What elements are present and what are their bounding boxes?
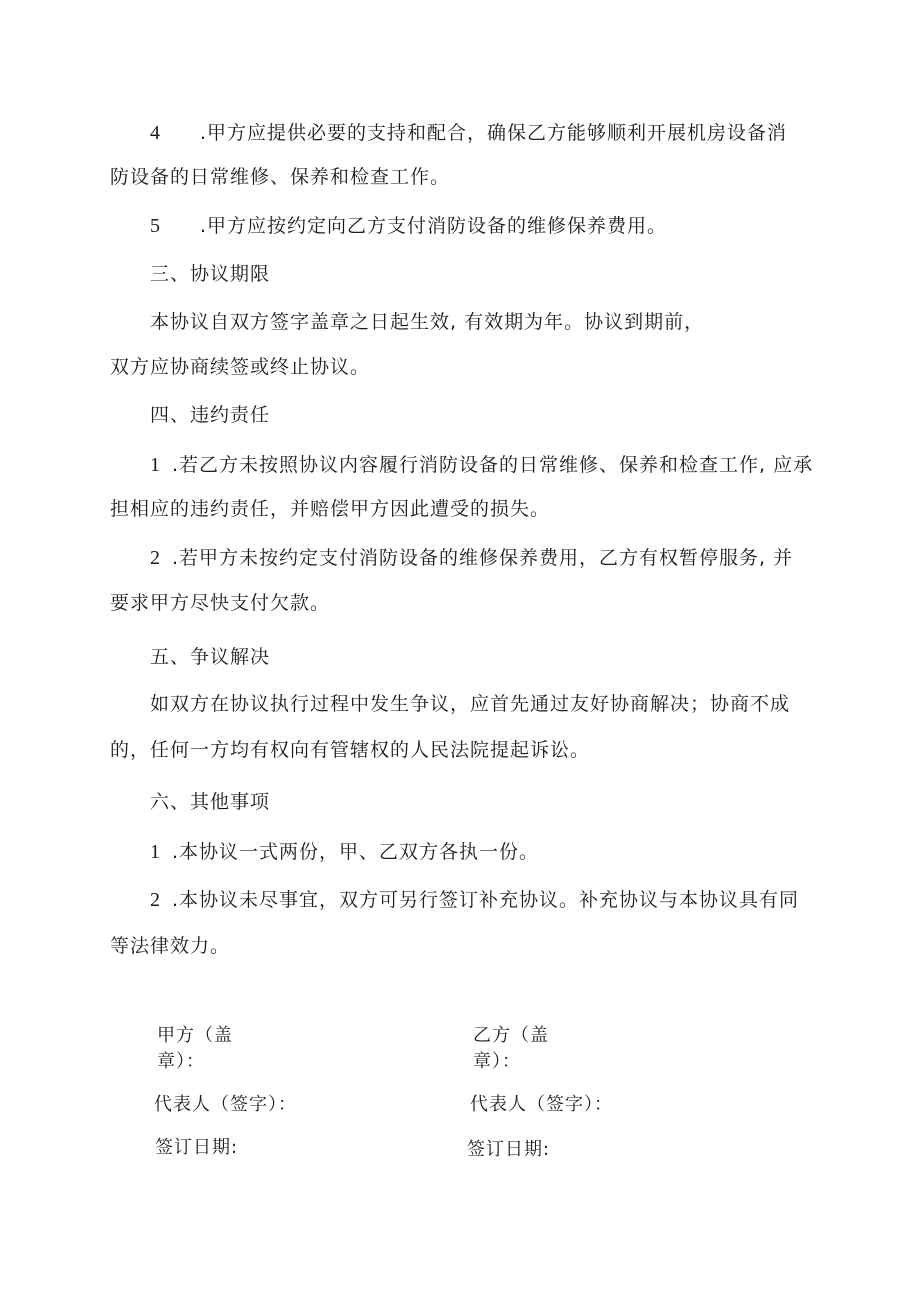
section-4-item-2-line-1 [150, 548, 793, 568]
clause-text: .本协议未尽事宜，双方可另行签订补充协议。补充协议与本协议具有同 [172, 889, 800, 911]
clause-number: 2 [150, 889, 161, 911]
section-5-heading: 五、争议解决 [150, 646, 271, 668]
party-a-date: 签订日期: [155, 1137, 239, 1158]
section-6-item-2-line-2: 等法律效力。 [110, 935, 231, 957]
clause-text: .甲方应提供必要的支持和配合，确保乙方能够顺利开展机房设备消 [200, 122, 788, 144]
party-b-seal-label: 乙方（盖 [473, 1025, 549, 1046]
party-b-date: 签订日期: [467, 1139, 551, 1160]
clause-text: .若乙方未按照协议内容履行消防设备的日常维修、保养和检查工作, 应承 [172, 454, 814, 476]
section-3-line-1: 本协议自双方签字盖章之日起生效, 有效期为年。协议到期前， [150, 311, 705, 333]
party-b-seal-label-cont: 章）： [473, 1051, 521, 1072]
clause-text: .本协议一式两份，甲、乙双方各执一份。 [172, 841, 540, 863]
party-b-representative: 代表人（签字）： [470, 1094, 613, 1115]
section-5-line-1: 如双方在协议执行过程中发生争议，应首先通过友好协商解决；协商不成 [150, 693, 791, 715]
section-6-item-2-line-1 [150, 890, 799, 910]
section-4-item-1-line-2: 担相应的违约责任，并赔偿甲方因此遭受的损失。 [110, 498, 551, 520]
clause-5-line-1 [150, 216, 667, 236]
clause-number: 2 [150, 547, 161, 569]
section-4-heading: 四、违约责任 [150, 404, 271, 426]
clause-number: 5 [150, 215, 161, 237]
party-a-representative: 代表人（签字）： [154, 1094, 297, 1115]
section-6-heading: 六、其他事项 [150, 791, 271, 813]
clause-4-line-1 [150, 123, 787, 143]
clause-4-line-2: 防设备的日常维修、保养和检查工作。 [110, 166, 451, 188]
section-3-line-2: 双方应协商续签或终止协议。 [110, 356, 371, 378]
party-a-seal-label: 甲方（盖 [157, 1025, 233, 1046]
section-4-item-2-line-2: 要求甲方尽快支付欠款。 [110, 592, 331, 614]
section-4-item-1-line-1 [150, 455, 813, 475]
clause-text: .若甲方未按约定支付消防设备的维修保养费用，乙方有权暂停服务, 并 [172, 547, 794, 569]
clause-number: 1 [150, 454, 161, 476]
party-a-seal-label-cont: 章）： [157, 1051, 205, 1072]
section-6-item-1-line-1 [150, 842, 539, 862]
clause-number: 1 [150, 841, 161, 863]
section-3-heading: 三、协议期限 [150, 263, 271, 285]
clause-text: .甲方应按约定向乙方支付消防设备的维修保养费用。 [200, 215, 668, 237]
clause-number: 4 [150, 122, 161, 144]
section-5-line-2: 的，任何一方均有权向有管辖权的人民法院提起诉讼。 [110, 739, 591, 761]
